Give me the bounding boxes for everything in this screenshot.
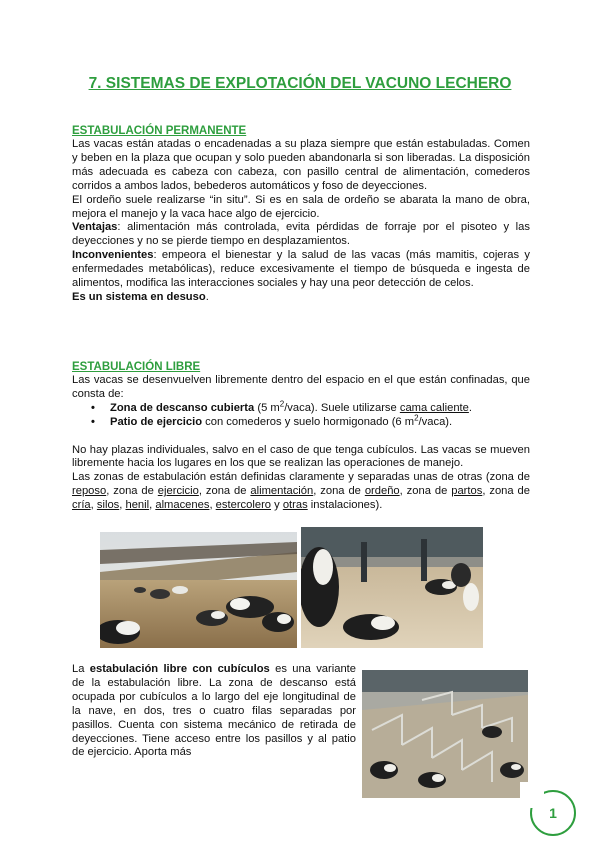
- bullet-text: con comederos y suelo hormigonado (6 m: [202, 415, 415, 428]
- underlined-term: alimentación: [250, 485, 314, 498]
- paragraph: El ordeño suele realizarse “in situ”. Si es en sala de ordeño se abarata la mano de obra, mejora el manejo y la vaca hace algo de ejercicio.: [72, 193, 530, 220]
- superscript: 2: [414, 412, 419, 422]
- section-heading-libre: ESTABULACIÓN LIBRE: [72, 361, 201, 373]
- paragraph-inconvenientes: [72, 249, 530, 291]
- underlined-term: estercolero: [215, 499, 272, 512]
- text-run: , zona de: [106, 485, 158, 498]
- photo-free-stall-yard: [100, 532, 297, 648]
- page-number-badge-cutout: [520, 782, 544, 808]
- text-run: La: [72, 663, 90, 675]
- text-run: , zona de: [198, 485, 251, 498]
- inconvenientes-text: : empeora el bienestar y la salud de las vacas (más mamitis, cojeras y enfermedades metabólicas), reduce excesivamente el tiempo de búsqueda e ingesta de alimentos, modifica las interacciones sociales y hay una peor detección de celos.: [72, 249, 530, 290]
- paragraph: Las vacas se desenvuelven libremente dentro del espacio en el que están confinadas, que consta de:: [72, 374, 530, 400]
- bullet-list: [72, 399, 530, 430]
- paragraph-cubiculos: [72, 663, 356, 760]
- paragraph-zonas: [72, 471, 530, 513]
- underlined-term: henil: [125, 499, 150, 512]
- text-run: instalaciones).: [307, 499, 383, 512]
- underlined-term: otras: [282, 499, 308, 512]
- bullet-text: .: [468, 401, 472, 414]
- underlined-term: cría: [72, 499, 91, 512]
- desuso-text: Es un sistema en desuso: [72, 290, 206, 303]
- bullet-text: /vaca).: [418, 415, 453, 428]
- bullet-text: (5 m: [254, 401, 280, 414]
- bold-term: estabulación libre con cubículos: [89, 663, 270, 675]
- section-body-permanente: [72, 138, 530, 305]
- underlined-term: silos: [96, 499, 120, 512]
- cows-yard-image: [100, 532, 297, 648]
- page-title: 7. SISTEMAS DE EXPLOTACIÓN DEL VACUNO LECHERO: [88, 75, 512, 92]
- underlined-term: ejercicio: [157, 485, 199, 498]
- text-run: , zona de: [482, 485, 530, 498]
- photo-cubicles: [362, 670, 528, 798]
- desuso-end: .: [205, 290, 209, 303]
- bullet-label: Patio de ejercicio: [110, 415, 203, 428]
- ventajas-label: Ventajas: [72, 221, 118, 234]
- underlined-term: cama caliente: [399, 401, 469, 414]
- superscript: 2: [279, 399, 285, 409]
- text-run: ,: [119, 499, 126, 512]
- page-number: 1: [549, 805, 557, 821]
- underlined-term: almacenes: [155, 499, 210, 512]
- paragraph-ventajas: [72, 221, 530, 249]
- photo-barn-sand: [301, 527, 483, 648]
- text-run: y: [271, 499, 283, 512]
- cows-barn-image: [301, 527, 483, 648]
- ventajas-text: : alimentación más controlada, evita pérdidas de forraje por el pisoteo y las deyecciones y no se pierde tiempo en desplazamientos.: [72, 221, 530, 248]
- section-body-cubiculos: [72, 663, 356, 760]
- text-run: , zona de: [399, 485, 452, 498]
- underlined-term: ordeño: [364, 485, 400, 498]
- section-body-libre: [72, 374, 530, 513]
- text-run: ,: [90, 499, 97, 512]
- text-run: Las zonas de estabulación están definidas claramente y separadas unas de otras (zona de: [72, 471, 530, 484]
- paragraph: No hay plazas individuales, salvo en el caso de que tenga cubículos. Las vacas se mueven libremente hacia los lugares en los que se realizan las operaciones de manejo.: [72, 443, 530, 470]
- inconvenientes-label: Inconvenientes: [72, 249, 154, 262]
- section-heading-permanente: ESTABULACIÓN PERMANENTE: [72, 125, 247, 137]
- bullet-label: Zona de descanso cubierta: [110, 401, 255, 414]
- list-item: [72, 412, 530, 430]
- bullet-text: /vaca). Suele utilizarse: [284, 401, 400, 414]
- underlined-term: partos: [451, 485, 483, 498]
- paragraph-desuso: [72, 291, 530, 305]
- underlined-term: reposo: [72, 485, 107, 498]
- paragraph: Las vacas están atadas o encadenadas a su plaza siempre que están estabuladas. Comen y beben en la plaza que ocupan y solo pueden abandonarla si son liberadas. La disposición más adecuada es cabeza con cabeza, con pasillo central de alimentación, comederos corridos a ambos lados, bebederos automáticos y foso de deyecciones.: [72, 138, 530, 192]
- cubicles-image: [362, 670, 528, 798]
- text-run: , zona de: [313, 485, 365, 498]
- list-item: [72, 399, 530, 416]
- text-run: es una variante de la estabulación libre. La zona de descanso está ocupada por cubículos a lo largo del eje longitudinal de la nave, en dos, tres o cuatro filas separadas por pasillos. Cuenta con sistema mecánico de retirada de deyecciones. Tiene acceso entre los pasillos y al patio de ejercicio. Aporta más: [72, 663, 356, 759]
- text-run: ,: [209, 499, 216, 512]
- text-run: ,: [149, 499, 156, 512]
